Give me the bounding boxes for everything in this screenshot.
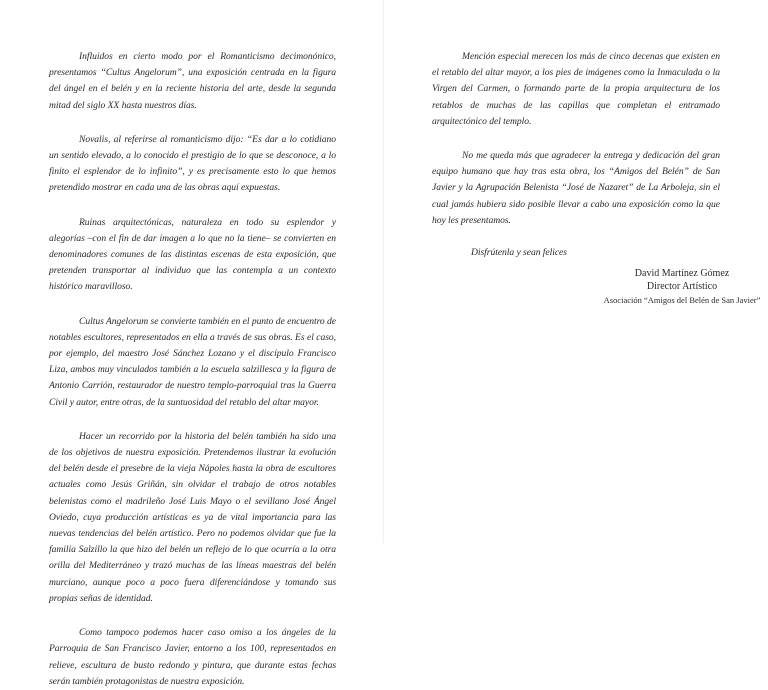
right-page (384, 0, 768, 543)
signature-association: Asociación “Amigos del Belén de San Javier” (603, 295, 761, 306)
paragraph-intro: Influidos en cierto modo por el Romanticismo decimonónico, presentamos “Cultus Angelorum”, una exposición centrada en la figura del ángel en el belén y en la reciente historia del arte, desde la segunda mitad del siglo XX hasta nuestros días. (49, 51, 336, 111)
signature-block (602, 268, 762, 307)
paragraph-agradecimientos: No me queda más que agradecer la entrega y dedicación del gran equipo humano que hay tras esta obra, los “Amigos del Belén” de San Javier y la Agrupación Belenista “José de Nazaret” de La Arboleja, sin el cual jamás hubiera sido posible llevar a cabo una exposición como la que hoy les presentamos. (432, 150, 720, 226)
paragraph-escultores: Cultus Angelorum se convierte también en el punto de encuentro de notables escultores, representados en ella a través de sus obras. Es el caso, por ejemplo, del maestro José Sánchez Lozano y el discípulo Francisco Liza, ambos muy vinculados también a la escuela salzillesca y la figura de Antonio Carrión, restaurador de nuestro templo-parroquial tras la Guerra Civil y autor, entre otras, de la suntuosidad del retablo del altar mayor. (49, 315, 336, 408)
closing-line: Disfrútenla y sean felices (471, 247, 567, 259)
signature-name: David Martínez Gómez (634, 268, 730, 280)
paragraph-novalis: Novalis, al referirse al romanticismo dijo: “Es dar a lo cotidiano un sentido elevado, a lo conocido el prestigio de lo que se desconoce, a lo finito el esplendor de lo infinito”, y es precisamente esto lo que hemos pretendido mostrar en cada una de las obras aquí expuestas. (49, 133, 336, 194)
paragraph-ruinas: Ruinas arquitectónicas, naturaleza en todo su esplendor y alegorías –con el fin de dar imagen a lo que no la tiene– se convierten en denominadores comunes de las distintas escenas de esta exposición, que pretenden transportar al individuo que las contempla a un contexto histórico maravilloso. (49, 216, 336, 293)
paragraph-mencion-especial: Mención especial merecen los más de cinco decenas que existen en el retablo del altar mayor, a los pies de imágenes como la Inmaculada o la Virgen del Carmen, o formando parte de la propia arquitectura de los retablos de muchas de las capillas que completan el entramado arquitectónico del templo. (432, 51, 720, 127)
signature-role: Director Artístico (646, 280, 718, 292)
paragraph-angeles-parroquia: Como tampoco podemos hacer caso omiso a los ángeles de la Parroquia de San Francisco Javier, entorno a los 100, representados en relieve, escultura de busto redondo y pintura, que durante estas fechas serán también protagonistas de nuestra exposición. (49, 627, 336, 687)
left-page (0, 0, 384, 687)
paragraph-recorrido: Hacer un recorrido por la historia del belén también ha sido una de los objetivos de nuestra exposición. Pretendemos ilustrar la evolución del belén desde el presebre de la vieja Nápoles hasta la obra de escultores actuales como Jesús Griñán, sin olvidar el trabajo de otros notables belenistas como el madrileño José Luis Mayo o el sevillano José Ángel Oviedo, cuya producción artísticas es ya de vital importancia para las nuevas tendencias del belén artístico. Pero no podemos olvidar que fue la familia Salzillo la que hizo del belén un reflejo de lo que ocurría a la otra orilla del Mediterráneo y trazó muchas de las líneas maestras del belén murciano, aunque poco a poco fuera diferenciándose y tomando sus propias señas de identidad. (49, 430, 336, 604)
